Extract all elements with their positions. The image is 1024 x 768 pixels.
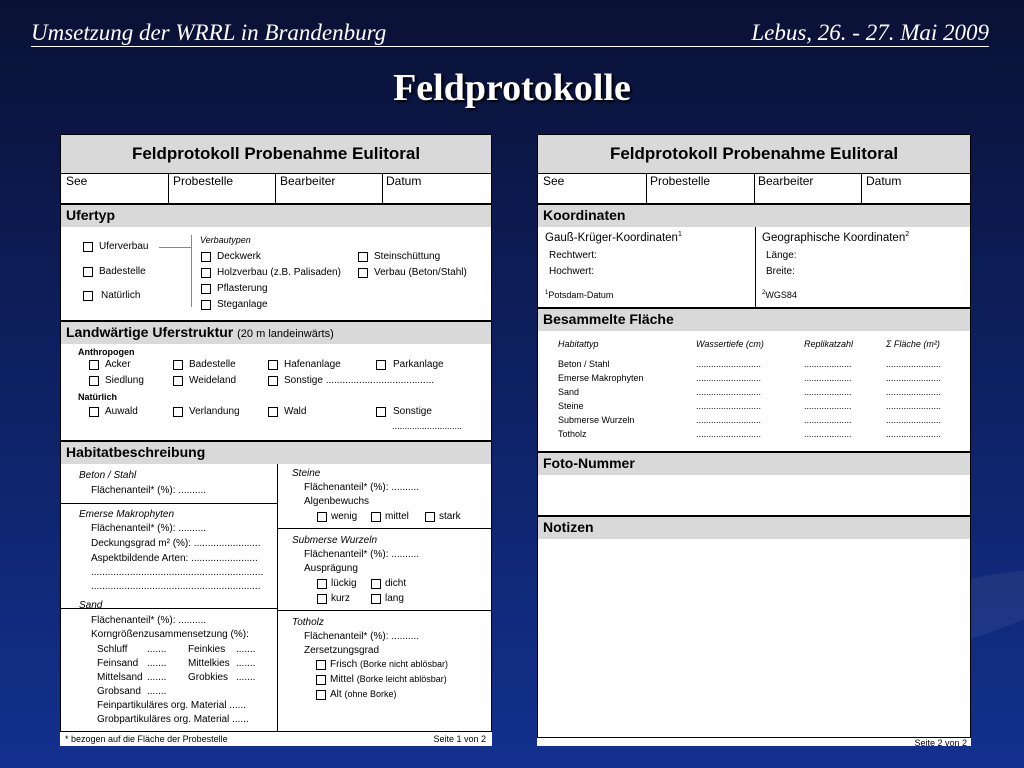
section-title: Landwärtige Uferstruktur bbox=[66, 324, 234, 340]
page-number: Seite 1 von 2 bbox=[433, 734, 486, 744]
form-title: Feldprotokoll Probenahme Eulitoral bbox=[609, 144, 899, 163]
divider bbox=[277, 464, 278, 732]
option-note: (ohne Borke) bbox=[344, 689, 397, 699]
divider bbox=[275, 173, 276, 203]
grain-cell: ....... bbox=[147, 686, 167, 697]
habitat-sand-line: Korngrößenzusammensetzung (%): bbox=[91, 629, 249, 640]
checkbox-badestelle-land[interactable] bbox=[173, 360, 183, 370]
table-cell[interactable]: .......................... bbox=[696, 373, 762, 383]
field-see[interactable]: See bbox=[543, 174, 565, 188]
habitat-sand-extra: Feinpartikuläres org. Material ...... bbox=[97, 700, 246, 711]
label-kurz: kurz bbox=[331, 593, 350, 604]
checkbox-weideland[interactable] bbox=[173, 376, 183, 386]
table-row-label: Steine bbox=[558, 401, 584, 411]
footnote-wgs84 bbox=[762, 290, 797, 300]
table-row-label: Submerse Wurzeln bbox=[558, 415, 635, 425]
field-see[interactable]: See bbox=[66, 174, 88, 188]
bracket bbox=[191, 235, 192, 307]
option-note: (Borke leicht ablösbar) bbox=[356, 674, 447, 684]
label-parkanlage: Parkanlage bbox=[393, 359, 444, 370]
form-title: Feldprotokoll Probenahme Eulitoral bbox=[131, 144, 421, 163]
table-row-label: Sand bbox=[558, 387, 580, 397]
protocol-page-2 bbox=[537, 134, 971, 746]
table-cell[interactable]: ................... bbox=[804, 429, 852, 439]
gk-foot-text: Potsdam-Datum bbox=[548, 290, 614, 300]
header-left: Umsetzung der WRRL in Brandenburg bbox=[31, 20, 387, 45]
checkbox-alt[interactable] bbox=[316, 690, 326, 700]
field-datum[interactable]: Datum bbox=[386, 174, 422, 188]
divider bbox=[754, 173, 755, 203]
grain-cell: ....... bbox=[147, 644, 167, 655]
grain-cell: ....... bbox=[147, 658, 167, 669]
table-cell[interactable]: ................... bbox=[804, 415, 852, 425]
col-wassertiefe: Wassertiefe (cm) bbox=[696, 339, 764, 349]
header-right: Lebus, 26. - 27. Mai 2009 bbox=[751, 20, 989, 45]
label-gauss-krueger bbox=[545, 231, 682, 244]
foto-nummer-field[interactable] bbox=[538, 475, 970, 515]
section-ufertyp: Ufertyp bbox=[66, 207, 116, 223]
habitat-emerse-line: .............................................................. bbox=[91, 567, 264, 578]
habitat-totholz-line: Flächenanteil* (%): .......... bbox=[304, 631, 420, 642]
label-lueckig: lückig bbox=[331, 578, 357, 589]
checkbox-lueckig[interactable] bbox=[317, 579, 327, 589]
label-acker: Acker bbox=[105, 359, 131, 370]
col-replikatzahl: Replikatzahl bbox=[804, 339, 854, 349]
habitat-emerse-line: Flächenanteil* (%): .......... bbox=[91, 523, 207, 534]
label-deckwerk: Deckwerk bbox=[217, 251, 261, 262]
label-wald: Wald bbox=[284, 406, 307, 417]
grain-cell: Mittelkies bbox=[188, 658, 230, 669]
grain-cell: Feinsand bbox=[97, 658, 139, 669]
checkbox-hafenanlage[interactable] bbox=[268, 360, 278, 370]
checkbox-mittel[interactable] bbox=[371, 512, 381, 522]
gk-sup: 1 bbox=[677, 231, 682, 238]
label-badestelle-land: Badestelle bbox=[189, 359, 236, 370]
habitat-steine-line: Algenbewuchs bbox=[304, 496, 370, 507]
divider bbox=[61, 173, 491, 174]
label-sonstige-2: Sonstige bbox=[393, 406, 432, 417]
label-lang: lang bbox=[385, 593, 404, 604]
habitat-sand-line: Flächenanteil* (%): .......... bbox=[91, 615, 207, 626]
field-probestelle[interactable]: Probestelle bbox=[650, 174, 711, 188]
table-cell[interactable]: ...................... bbox=[886, 401, 942, 411]
checkbox-uferverbau[interactable] bbox=[83, 242, 93, 252]
habitat-beton-line: Flächenanteil* (%): .......... bbox=[91, 485, 207, 496]
page-1-frame bbox=[60, 134, 492, 732]
table-cell[interactable]: ...................... bbox=[886, 429, 942, 439]
label-natuerlich: Natürlich bbox=[101, 290, 141, 301]
table-cell[interactable]: .......................... bbox=[696, 401, 762, 411]
geo-foot-sup: 2 bbox=[762, 290, 766, 296]
footnote-potsdam bbox=[545, 290, 613, 300]
table-row-label: Beton / Stahl bbox=[558, 359, 610, 369]
geo-sup: 2 bbox=[905, 231, 910, 238]
divider bbox=[646, 173, 647, 203]
geo-text: Geographische Koordinaten bbox=[762, 231, 906, 244]
divider bbox=[382, 173, 383, 203]
checkbox-wenig[interactable] bbox=[317, 512, 327, 522]
label-verbautypen: Verbautypen bbox=[200, 235, 251, 245]
label-dicht: dicht bbox=[385, 578, 407, 589]
geo-foot-text: WGS84 bbox=[765, 290, 797, 300]
grain-cell: Grobkies bbox=[188, 672, 229, 683]
checkbox-lang[interactable] bbox=[371, 594, 381, 604]
section-notizen: Notizen bbox=[543, 519, 594, 535]
divider bbox=[168, 173, 169, 203]
checkbox-sonstige-2[interactable] bbox=[376, 407, 386, 417]
table-cell[interactable]: ................... bbox=[804, 387, 852, 397]
checkbox-sonstige-1[interactable] bbox=[268, 376, 278, 386]
checkbox-stark[interactable] bbox=[425, 512, 435, 522]
label-pflasterung: Pflasterung bbox=[217, 283, 268, 294]
page-number: Seite 2 von 2 bbox=[914, 738, 967, 748]
section-koordinaten: Koordinaten bbox=[543, 207, 626, 223]
table-cell[interactable]: ...................... bbox=[886, 359, 942, 369]
habitat-steine-title: Steine bbox=[292, 468, 321, 479]
checkbox-acker[interactable] bbox=[89, 360, 99, 370]
grain-cell: ....... bbox=[236, 644, 256, 655]
habitat-emerse-line: Deckungsgrad m² (%): ........................ bbox=[91, 538, 261, 549]
label-steinschuettung: Steinschüttung bbox=[374, 251, 441, 262]
label-holzverbau: Holzverbau (z.B. Palisaden) bbox=[217, 267, 341, 278]
grain-cell: Mittelsand bbox=[97, 672, 143, 683]
habitat-emerse-title: Emerse Makrophyten bbox=[79, 509, 175, 520]
divider bbox=[277, 528, 491, 529]
table-cell[interactable]: .......................... bbox=[696, 359, 762, 369]
footnote: * bezogen auf die Fläche der Probestelle bbox=[65, 734, 228, 744]
option-label: Mittel bbox=[330, 674, 354, 685]
label-breite[interactable]: Breite: bbox=[766, 266, 795, 277]
label-geographisch bbox=[762, 231, 909, 244]
label-natuerlich-land: Natürlich bbox=[78, 392, 118, 402]
divider bbox=[277, 610, 491, 611]
label-verlandung: Verlandung bbox=[189, 406, 240, 417]
field-probestelle[interactable]: Probestelle bbox=[173, 174, 234, 188]
col-habitattyp: Habitattyp bbox=[558, 339, 599, 349]
checkbox-badestelle[interactable] bbox=[83, 267, 93, 277]
habitat-totholz-line: Zersetzungsgrad bbox=[304, 645, 380, 656]
label-stark: stark bbox=[439, 511, 461, 522]
grain-cell: ....... bbox=[147, 672, 167, 683]
label-frisch bbox=[330, 659, 448, 670]
checkbox-frisch[interactable] bbox=[316, 660, 326, 670]
table-cell[interactable]: ...................... bbox=[886, 415, 942, 425]
table-cell[interactable]: ...................... bbox=[886, 373, 942, 383]
table-cell[interactable]: .......................... bbox=[696, 429, 762, 439]
habitat-totholz-title: Totholz bbox=[292, 617, 324, 628]
section-note: (20 m landeinwärts) bbox=[237, 328, 334, 340]
grain-cell: Grobsand bbox=[97, 686, 141, 697]
label-hochwert[interactable]: Hochwert: bbox=[549, 266, 595, 277]
label-uferverbau: Uferverbau bbox=[99, 241, 149, 252]
connector bbox=[159, 247, 191, 248]
header-underline bbox=[31, 46, 989, 47]
section-landwaertig bbox=[66, 324, 334, 340]
habitat-steine-line: Flächenanteil* (%): .......... bbox=[304, 482, 420, 493]
option-label: Frisch bbox=[330, 659, 358, 670]
label-wenig: wenig bbox=[331, 511, 358, 522]
label-mittel-totholz bbox=[330, 674, 447, 685]
notizen-field[interactable] bbox=[538, 540, 970, 735]
sonstige-dots: ............................ bbox=[392, 421, 463, 431]
field-bearbeiter[interactable]: Bearbeiter bbox=[758, 174, 814, 188]
checkbox-wald[interactable] bbox=[268, 407, 278, 417]
checkbox-kurz[interactable] bbox=[317, 594, 327, 604]
field-bearbeiter[interactable]: Bearbeiter bbox=[280, 174, 336, 188]
checkbox-parkanlage[interactable] bbox=[376, 360, 386, 370]
label-mittel: mittel bbox=[385, 511, 409, 522]
checkbox-siedlung[interactable] bbox=[89, 376, 99, 386]
habitat-emerse-line: Aspektbildende Arten: ........................ bbox=[91, 553, 258, 564]
divider bbox=[755, 227, 756, 307]
divider bbox=[861, 173, 862, 203]
label-hafenanlage: Hafenanlage bbox=[284, 359, 341, 370]
habitat-wurzeln-line: Ausprägung bbox=[304, 563, 358, 574]
habitat-sand-extra: Grobpartikuläres org. Material ...... bbox=[97, 714, 249, 725]
table-cell[interactable]: ................... bbox=[804, 359, 852, 369]
option-note: (Borke nicht ablösbar) bbox=[360, 659, 449, 669]
grain-cell: ....... bbox=[236, 672, 256, 683]
label-siedlung: Siedlung bbox=[105, 375, 144, 386]
col-flaeche: Σ Fläche (m²) bbox=[886, 339, 940, 349]
label-rechtswert[interactable]: Rechtwert: bbox=[549, 250, 597, 261]
label-anthropogen: Anthropogen bbox=[78, 347, 135, 357]
protocol-page-1 bbox=[60, 134, 492, 746]
label-verbau-beton: Verbau (Beton/Stahl) bbox=[374, 267, 467, 278]
label-sonstige-1: Sonstige ....................................... bbox=[284, 375, 435, 386]
table-cell[interactable]: ................... bbox=[804, 373, 852, 383]
section-bar bbox=[61, 205, 491, 227]
slide-title: Feldprotokolle bbox=[393, 67, 631, 109]
checkbox-steinschuettung[interactable] bbox=[358, 252, 368, 262]
habitat-beton-title: Beton / Stahl bbox=[79, 470, 137, 481]
table-row-label: Totholz bbox=[558, 429, 587, 439]
table-cell[interactable]: .......................... bbox=[696, 415, 762, 425]
checkbox-verlandung[interactable] bbox=[173, 407, 183, 417]
divider bbox=[61, 503, 277, 504]
checkbox-holzverbau[interactable] bbox=[201, 268, 211, 278]
section-bar bbox=[538, 517, 970, 539]
table-row-label: Emerse Makrophyten bbox=[558, 373, 644, 383]
habitat-wurzeln-line: Flächenanteil* (%): .......... bbox=[304, 549, 420, 560]
habitat-emerse-line: ............................................................. bbox=[91, 581, 261, 592]
table-cell[interactable]: ...................... bbox=[886, 387, 942, 397]
page-2-frame bbox=[537, 134, 971, 738]
checkbox-deckwerk[interactable] bbox=[201, 252, 211, 262]
section-habitat: Habitatbeschreibung bbox=[66, 444, 206, 460]
gk-foot-sup: 1 bbox=[545, 290, 549, 296]
checkbox-dicht[interactable] bbox=[371, 579, 381, 589]
option-label: Alt bbox=[330, 689, 342, 700]
label-alt bbox=[330, 689, 396, 700]
label-badestelle: Badestelle bbox=[99, 266, 146, 277]
label-weideland: Weideland bbox=[189, 375, 237, 386]
grain-cell: Feinkies bbox=[188, 644, 226, 655]
section-foto-nummer: Foto-Nummer bbox=[543, 455, 635, 471]
checkbox-mittel-totholz[interactable] bbox=[316, 675, 326, 685]
table-cell[interactable]: ................... bbox=[804, 401, 852, 411]
checkbox-verbau-beton[interactable] bbox=[358, 268, 368, 278]
checkbox-auwald[interactable] bbox=[89, 407, 99, 417]
checkbox-natuerlich[interactable] bbox=[83, 291, 93, 301]
field-datum[interactable]: Datum bbox=[866, 174, 902, 188]
label-steganlage: Steganlage bbox=[217, 299, 268, 310]
section-besammelte-flaeche: Besammelte Fläche bbox=[543, 311, 674, 327]
habitat-sand-title: Sand bbox=[79, 600, 103, 611]
label-laenge[interactable]: Länge: bbox=[766, 250, 797, 261]
checkbox-pflasterung[interactable] bbox=[201, 284, 211, 294]
table-cell[interactable]: .......................... bbox=[696, 387, 762, 397]
label-auwald: Auwald bbox=[105, 406, 138, 417]
grain-cell: Schluff bbox=[97, 644, 128, 655]
checkbox-steganlage[interactable] bbox=[201, 300, 211, 310]
habitat-wurzeln-title: Submerse Wurzeln bbox=[292, 535, 378, 546]
gk-text: Gauß-Krüger-Koordinaten bbox=[545, 231, 678, 244]
grain-cell: ....... bbox=[236, 658, 256, 669]
